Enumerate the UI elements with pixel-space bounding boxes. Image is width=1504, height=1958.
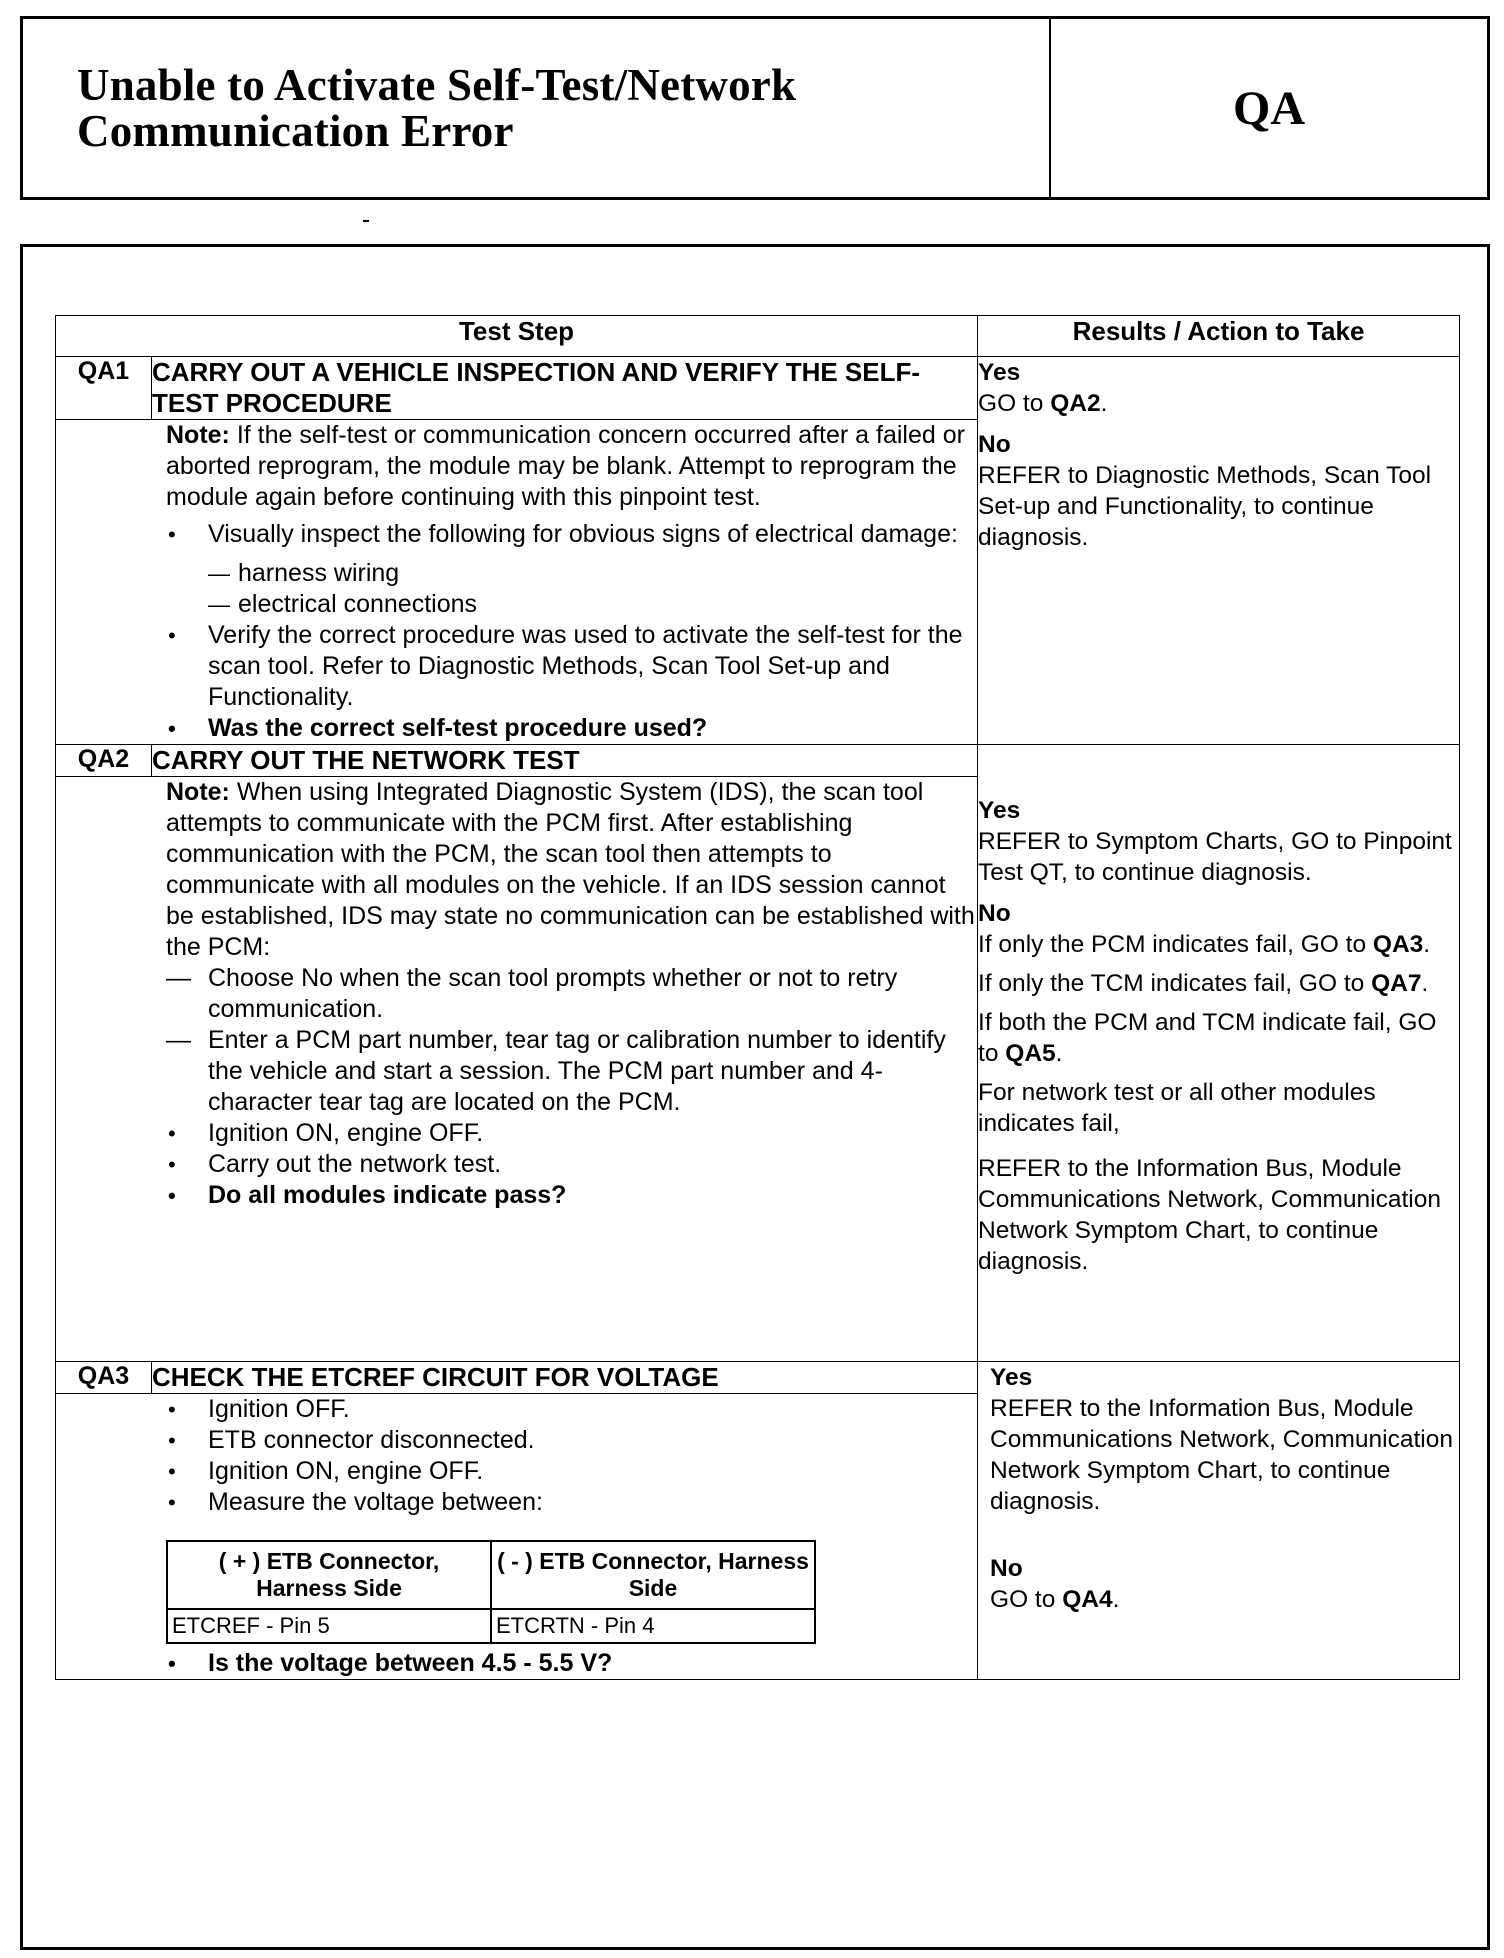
step-title: CARRY OUT THE NETWORK TEST [152, 745, 978, 777]
dash-item: — Choose No when the scan tool prompts whether or not to retry communication. [166, 963, 977, 1025]
step-id: QA2 [56, 745, 152, 777]
step-note: Note: If the self-test or communication concern occurred after a failed or aborted reprogram, the module may be blank. Attempt to reprogram the module again before continuing with this pinpoint test. [166, 421, 965, 511]
result-yes-label: Yes [990, 1364, 1033, 1391]
instruction-item: • Verify the correct procedure was used to activate the self-test for the scan tool. Refer to Diagnostic Methods, Scan Tool Set-up and Functionality. [166, 620, 977, 713]
connector-header-negative: ( - ) ETB Connector, Harness Side [491, 1541, 815, 1609]
result-yes-text: GO to QA2. [978, 390, 1108, 417]
step-link-qa2[interactable]: QA2 [1050, 390, 1101, 417]
step-link-qa5[interactable]: QA5 [1005, 1040, 1056, 1067]
title-block [20, 16, 1490, 200]
result-no-text: GO to QA4. [990, 1586, 1120, 1613]
title-line-2: Communication Error [77, 106, 514, 156]
step-qa3-results [978, 1362, 1460, 1680]
result-no-label: No [978, 431, 1011, 458]
step-id: QA3 [56, 1362, 152, 1394]
step-question: • Is the voltage between 4.5 - 5.5 V? [166, 1648, 977, 1679]
step-question: • Do all modules indicate pass? [166, 1180, 977, 1211]
connector-table-row [167, 1609, 815, 1643]
pinpoint-test-table [55, 315, 1460, 1680]
result-no-text: REFER to Diagnostic Methods, Scan Tool Set-up and Functionality, to continue diagnosis. [978, 462, 1432, 551]
result-no-item: If only the PCM indicates fail, GO to QA3. [978, 931, 1431, 958]
step-link-qa7[interactable]: QA7 [1371, 970, 1422, 997]
sub-item: — electrical connections [208, 589, 977, 620]
connector-cell-negative: ETCRTN - Pin 4 [491, 1609, 815, 1643]
question-list [166, 1648, 977, 1679]
dash-item-list [166, 963, 977, 1118]
instruction-item: • Ignition OFF. [166, 1394, 977, 1425]
step-id: QA1 [56, 357, 152, 420]
result-refer-text: REFER to the Information Bus, Module Communications Network, Communication Network Symptom Chart, to continue diagnosis. [978, 1155, 1441, 1275]
pinpoint-test-box [20, 244, 1490, 1950]
result-no-label: No [990, 1555, 1023, 1582]
connector-measurement-table [166, 1540, 816, 1644]
step-qa3-title-row [56, 1362, 1460, 1394]
step-link-qa3[interactable]: QA3 [1372, 931, 1424, 958]
instruction-item: • ETB connector disconnected. [166, 1425, 977, 1456]
result-no-item: If both the PCM and TCM indicate fail, GO to QA5. [978, 1009, 1437, 1067]
instruction-list [166, 519, 977, 744]
step-qa1-results [978, 357, 1460, 745]
result-yes-text: REFER to the Information Bus, Module Communications Network, Communication Network Symptom Chart, to continue diagnosis. [990, 1395, 1453, 1515]
step-title: CARRY OUT A VEHICLE INSPECTION AND VERIFY THE SELF-TEST PROCEDURE [152, 357, 978, 420]
title-cell [23, 19, 1051, 197]
connector-header-positive: ( + ) ETB Connector, Harness Side [167, 1541, 491, 1609]
step-title: CHECK THE ETCREF CIRCUIT FOR VOLTAGE [152, 1362, 978, 1394]
table-header-row [56, 316, 1460, 357]
step-question: • Was the correct self-test procedure used? [166, 713, 977, 744]
step-qa2-title-row [56, 745, 1460, 777]
section-code: QA [1233, 81, 1305, 135]
column-header-results: Results / Action to Take [978, 316, 1460, 357]
sub-item: — harness wiring [208, 558, 977, 589]
instruction-item: • Measure the voltage between: [166, 1487, 977, 1518]
connector-cell-positive: ETCREF - Pin 5 [167, 1609, 491, 1643]
step-body [56, 1394, 978, 1680]
sub-item-list [208, 558, 977, 620]
result-yes-label: Yes [978, 797, 1021, 824]
scan-artifact [363, 220, 369, 222]
dash-item: — Enter a PCM part number, tear tag or calibration number to identify the vehicle and start a session. The PCM part number and 4-character tear tag are located on the PCM. [166, 1025, 977, 1118]
step-body [56, 777, 978, 1362]
step-link-qa4[interactable]: QA4 [1062, 1586, 1113, 1613]
connector-table-header [167, 1541, 815, 1609]
column-header-test-step: Test Step [56, 316, 978, 357]
instruction-item: • Ignition ON, engine OFF. [166, 1456, 977, 1487]
instruction-list [166, 1118, 977, 1211]
page-title [77, 62, 796, 154]
step-qa1-title-row [56, 357, 1460, 420]
instruction-item: • Carry out the network test. [166, 1149, 977, 1180]
step-note: Note: When using Integrated Diagnostic System (IDS), the scan tool attempts to communicate with the PCM first. After establishing communication with the PCM, the scan tool then attempts to communicate with all modules on the vehicle. If an IDS session cannot be established, IDS may state no communication can be established with the PCM: [166, 778, 975, 961]
result-yes-text: REFER to Symptom Charts, GO to Pinpoint Test QT, to continue diagnosis. [978, 828, 1452, 886]
result-no-label: No [978, 900, 1011, 927]
result-no-item: If only the TCM indicates fail, GO to QA7. [978, 970, 1429, 997]
result-other-text: For network test or all other modules indicates fail, [978, 1079, 1376, 1137]
step-body [56, 420, 978, 745]
title-line-1: Unable to Activate Self-Test/Network [77, 60, 797, 110]
instruction-list [166, 1394, 977, 1518]
instruction-item: • Visually inspect the following for obvious signs of electrical damage: — harness wiring — electrical connections [166, 519, 977, 620]
step-qa2-results [978, 745, 1460, 1362]
instruction-item: • Ignition ON, engine OFF. [166, 1118, 977, 1149]
result-yes-label: Yes [978, 359, 1021, 386]
